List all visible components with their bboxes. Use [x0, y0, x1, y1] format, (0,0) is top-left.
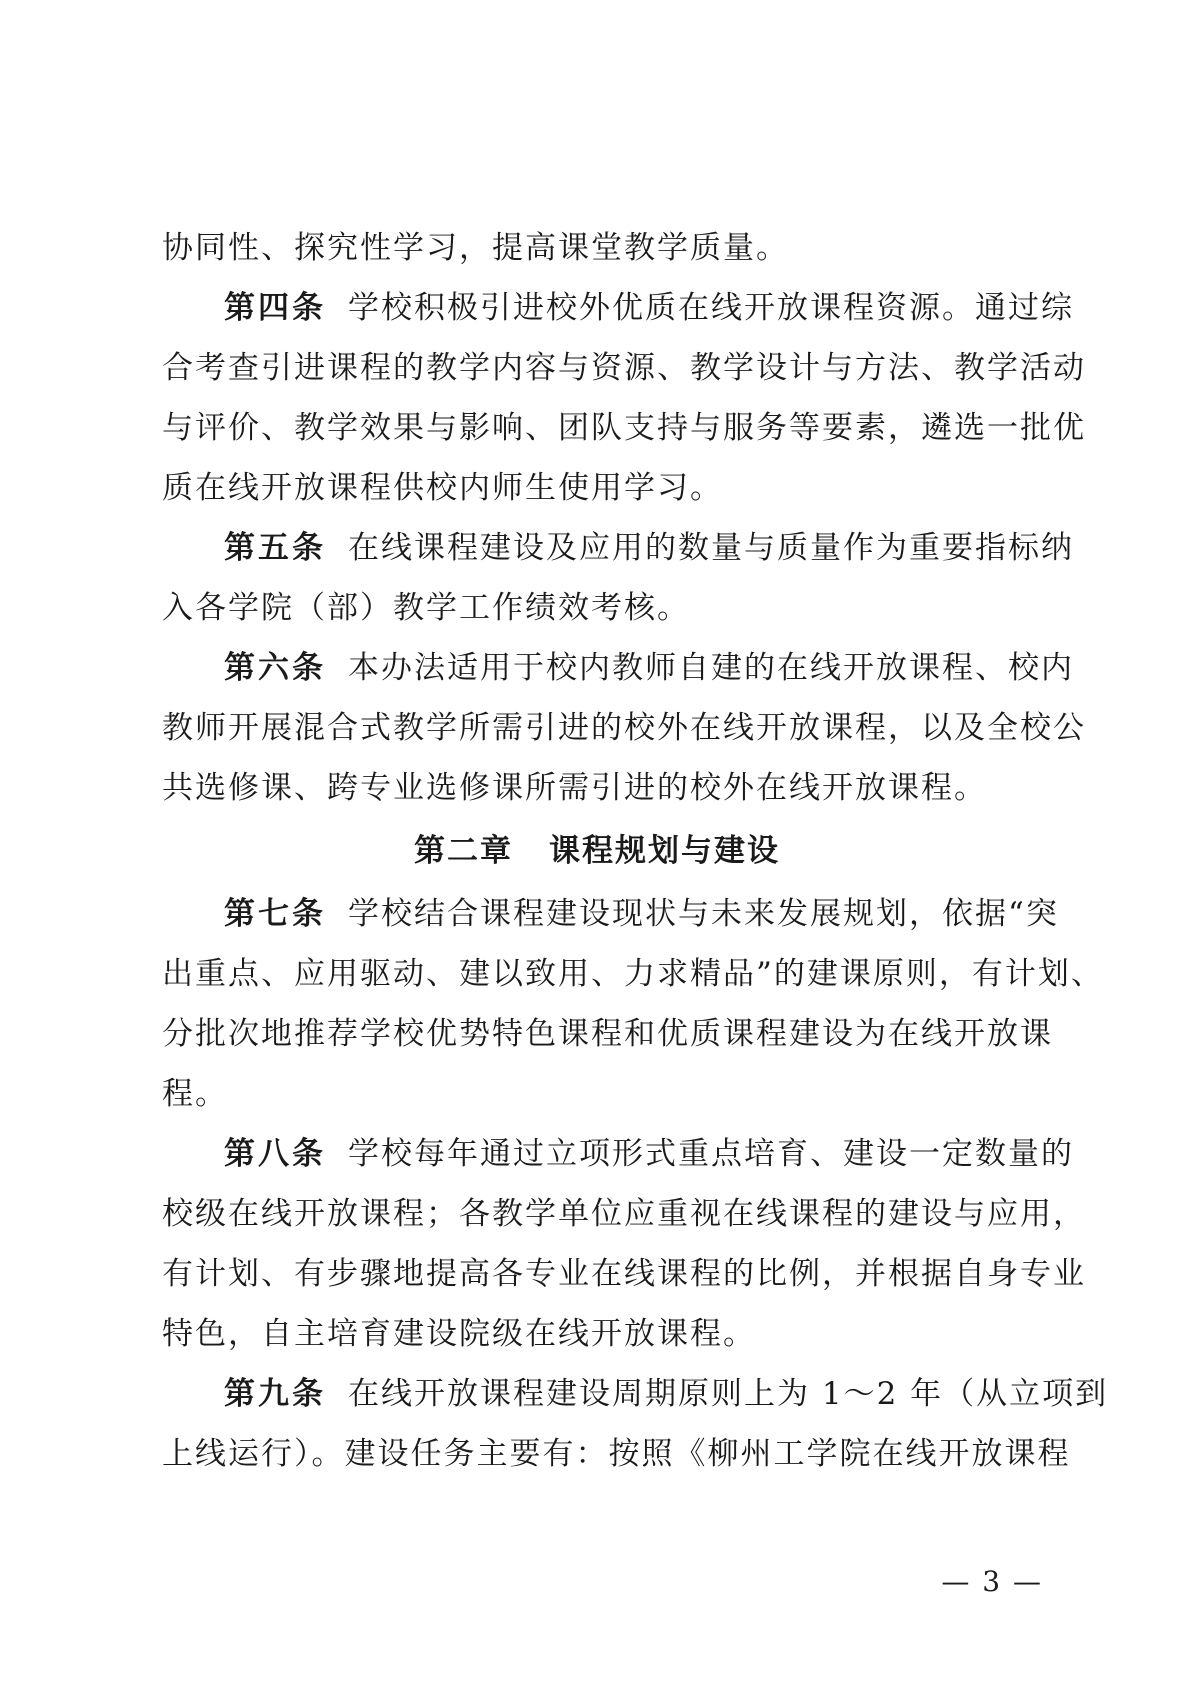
paragraph-line: 有计划、有步骤地提高各专业在线课程的比例，并根据自身专业 [162, 1256, 1086, 1292]
paragraph-line: 程。 [162, 1076, 228, 1112]
article-8-first-line [162, 1124, 1074, 1184]
article-5-text: 在线课程建设及应用的数量与质量作为重要指标纳 [348, 530, 1074, 566]
article-9-first-line [162, 1364, 1109, 1424]
document-body [162, 218, 1109, 1484]
chapter-number: 第二章 [414, 833, 513, 869]
paragraph-line: 协同性、探究性学习，提高课堂教学质量。 [162, 230, 789, 266]
paragraph-line: 特色，自主培育建设院级在线开放课程。 [162, 1316, 756, 1352]
article-5-first-line [162, 518, 1074, 578]
page-number: — 3 — [941, 1565, 1043, 1598]
paragraph-line: 上线运行）。建设任务主要有：按照《柳州工学院在线开放课程 [162, 1436, 1071, 1472]
article-6-label: 第六条 [224, 650, 326, 686]
article-4-label: 第四条 [224, 290, 326, 326]
article-6-text: 本办法适用于校内教师自建的在线开放课程、校内 [348, 650, 1074, 686]
article-9-label: 第九条 [224, 1376, 326, 1412]
chapter-title: 课程规划与建设 [549, 833, 780, 869]
article-7-first-line [162, 884, 1059, 944]
chapter-heading [162, 818, 1032, 884]
paragraph-line: 出重点、应用驱动、建以致用、力求精品”的建课原则，有计划、 [162, 956, 1104, 992]
article-7-label: 第七条 [224, 896, 326, 932]
article-8-label: 第八条 [224, 1136, 326, 1172]
paragraph-line: 与评价、教学效果与影响、团队支持与服务等要素，遴选一批优 [162, 410, 1086, 446]
article-7-text: 学校结合课程建设现状与未来发展规划，依据“突 [348, 896, 1059, 932]
paragraph-line: 分批次地推荐学校优势特色课程和优质课程建设为在线开放课 [162, 1016, 1053, 1052]
paragraph-line: 校级在线开放课程；各教学单位应重视在线课程的建设与应用， [162, 1196, 1086, 1232]
article-6-first-line [162, 638, 1074, 698]
article-4-text: 学校积极引进校外优质在线开放课程资源。通过综 [348, 290, 1074, 326]
article-9-text: 在线开放课程建设周期原则上为 1～2 年（从立项到 [348, 1376, 1109, 1412]
article-8-text: 学校每年通过立项形式重点培育、建设一定数量的 [348, 1136, 1074, 1172]
paragraph-line: 入各学院（部）教学工作绩效考核。 [162, 590, 690, 626]
article-5-label: 第五条 [224, 530, 326, 566]
paragraph-line: 质在线开放课程供校内师生使用学习。 [162, 470, 723, 506]
paragraph-line: 合考查引进课程的教学内容与资源、教学设计与方法、教学活动 [162, 350, 1086, 386]
paragraph-line: 共选修课、跨专业选修课所需引进的校外在线开放课程。 [162, 770, 987, 806]
article-4-first-line [162, 278, 1074, 338]
paragraph-line: 教师开展混合式教学所需引进的校外在线开放课程，以及全校公 [162, 710, 1086, 746]
